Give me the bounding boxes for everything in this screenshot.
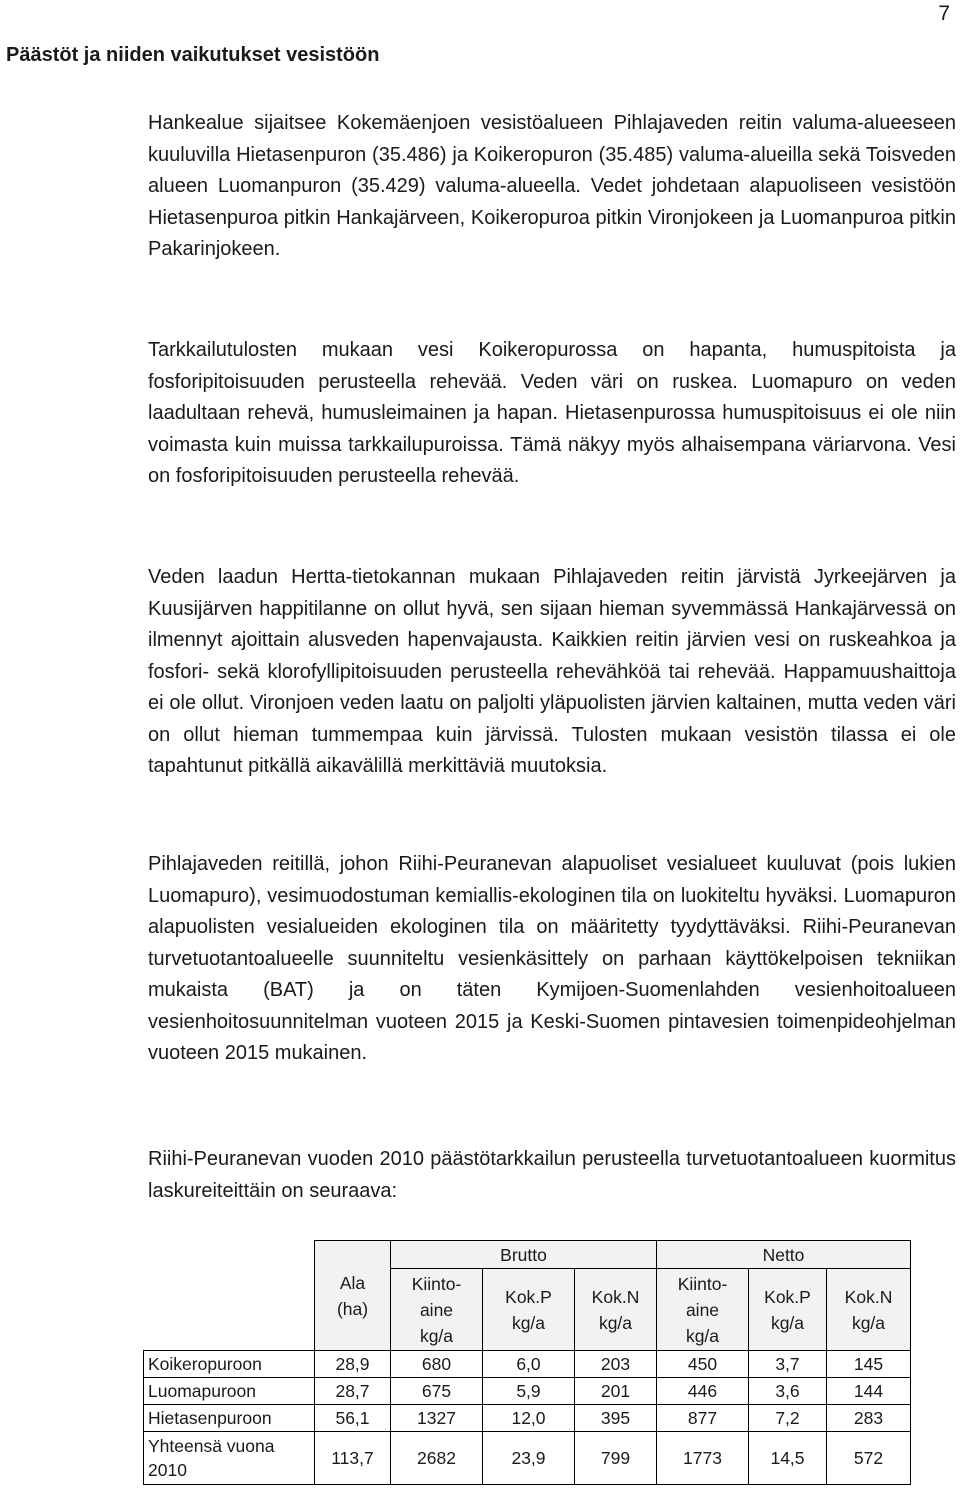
cell-netto-kokp: 14,5: [749, 1432, 827, 1485]
cell-brutto-kiintoaine: 1327: [391, 1405, 483, 1432]
cell-ala: 56,1: [315, 1405, 391, 1432]
cell-netto-kokn: 572: [827, 1432, 911, 1485]
header-brutto-kokp-label: Kok.P kg/a: [505, 1286, 552, 1333]
cell-netto-kiintoaine: 446: [657, 1378, 749, 1405]
header-ala-label: Ala (ha): [336, 1272, 369, 1319]
header-brutto-kiintoaine: [391, 1269, 483, 1351]
header-netto-kokp: [749, 1269, 827, 1351]
header-netto-kiintoaine-label: Kiinto-aine kg/a: [677, 1273, 728, 1346]
cell-netto-kokn: 145: [827, 1351, 911, 1378]
paragraph-catchment: Hankealue sijaitsee Kokemäenjoen vesistöalueen Pihlajaveden reitin valuma-alueeseen kuuluvilla Hietasenpuron (35.486) ja Koikeropuron (35.485) valuma-alueilla sekä Toisveden alueen Luomanpuron (35.429) valuma-alueella. Vedet johdetaan alapuoliseen vesistöön Hietasenpuroa pitkin Hankajärveen, Koikeropuroa pitkin Vironjokeen ja Luomanpuroa pitkin Pakarinjokeen.: [148, 112, 956, 260]
header-group-netto: Netto: [657, 1241, 911, 1269]
table-row: [144, 1405, 911, 1432]
section-heading: Päästöt ja niiden vaikutukset vesistöön: [6, 44, 380, 66]
cell-brutto-kokn: 395: [575, 1405, 657, 1432]
cell-brutto-kokn: 799: [575, 1432, 657, 1485]
header-group-brutto: Brutto: [391, 1241, 657, 1269]
cell-brutto-kokn: 201: [575, 1378, 657, 1405]
row-label-total: [144, 1432, 315, 1485]
cell-netto-kiintoaine: 450: [657, 1351, 749, 1378]
header-brutto-kokn: [575, 1269, 657, 1351]
paragraph-monitoring-results: Tarkkailutulosten mukaan vesi Koikeropurossa on hapanta, humuspitoista ja fosforipitoisuuden perusteella rehevää. Veden väri on ruskea. Luomapuro on veden laadultaan rehevä, humusleimainen ja hapan. Hietasenpurossa humuspitoisuus ei ole niin voimasta kuin muissa tarkkailupuroissa. Tämä näkyy myös alhaisempana väriarvona. Vesi on fosforipitoisuuden perusteella rehevää.: [148, 339, 956, 487]
table-corner-blank: [144, 1241, 315, 1351]
cell-brutto-kiintoaine: 680: [391, 1351, 483, 1378]
cell-ala: 28,9: [315, 1351, 391, 1378]
header-netto-kokn: [827, 1269, 911, 1351]
paragraph-table-intro: Riihi-Peuranevan vuoden 2010 päästötarkkailun perusteella turvetuotantoalueen kuormitus laskureiteittäin on seuraava:: [148, 1148, 956, 1202]
header-ala: [315, 1241, 391, 1351]
row-label: Luomapuroon: [144, 1378, 315, 1405]
header-netto-kiintoaine: [657, 1269, 749, 1351]
table-row: [144, 1351, 911, 1378]
cell-netto-kiintoaine: 1773: [657, 1432, 749, 1485]
header-netto-kokn-label: Kok.N kg/a: [844, 1286, 893, 1333]
cell-brutto-kiintoaine: 2682: [391, 1432, 483, 1485]
page-number: 7: [938, 2, 950, 25]
cell-brutto-kokn: 203: [575, 1351, 657, 1378]
cell-brutto-kokp: 12,0: [483, 1405, 575, 1432]
cell-brutto-kokp: 5,9: [483, 1378, 575, 1405]
cell-netto-kiintoaine: 877: [657, 1405, 749, 1432]
header-brutto-kiintoaine-label: Kiinto-aine kg/a: [411, 1273, 462, 1346]
emissions-table: [143, 1240, 911, 1485]
row-label-total-text: Yhteensä vuona 2010: [148, 1435, 275, 1480]
cell-netto-kokn: 283: [827, 1405, 911, 1432]
cell-brutto-kokp: 6,0: [483, 1351, 575, 1378]
header-netto-kokp-label: Kok.P kg/a: [764, 1286, 811, 1333]
cell-brutto-kiintoaine: 675: [391, 1378, 483, 1405]
cell-netto-kokp: 3,7: [749, 1351, 827, 1378]
paragraph-hertta-database: Veden laadun Hertta-tietokannan mukaan Pihlajaveden reitin järvistä Jyrkeejärven ja Kuusijärven happitilanne on ollut hyvä, sen sijaan hieman syvemmässä Hankajärvessä on ilmennyt ajoittain alusveden hapenvajausta. Kaikkien reitin järvien vesi on ruskeahkoa ja fosfori- sekä klorofyllipitoisuuden perusteella rehevähköä tai rehevää. Happamuushaittoja ei ole ollut. Vironjoen veden laatu on paljolti yläpuolisten järvien kaltainen, mutta veden väri on ollut hieman tummempaa kuin järvissä. Tulosten mukaan vesistön tilassa ei ole tapahtunut pitkällä aikavälillä merkittäviä muutoksia.: [148, 566, 956, 777]
header-brutto-kokp: [483, 1269, 575, 1351]
cell-ala: 28,7: [315, 1378, 391, 1405]
table-row: [144, 1378, 911, 1405]
cell-netto-kokp: 3,6: [749, 1378, 827, 1405]
cell-netto-kokn: 144: [827, 1378, 911, 1405]
row-label: Koikeropuroon: [144, 1351, 315, 1378]
cell-ala: 113,7: [315, 1432, 391, 1485]
row-label: Hietasenpuroon: [144, 1405, 315, 1432]
paragraph-water-status: Pihlajaveden reitillä, johon Riihi-Peuranevan alapuoliset vesialueet kuuluvat (pois lukien Luomapuro), vesimuodostuman kemiallis-ekologinen tila on luokiteltu hyväksi. Luomapuron alapuolisten vesialueiden ekologinen tila on määritetty tyydyttäväksi. Riihi-Peuranevan turvetuotantoalueelle suunniteltu vesienkäsittely on parhaan käyttökelpoisen tekniikan mukaista (BAT) ja on täten Kymijoen-Suomenlahden vesienhoitoalueen vesienhoitosuunnitelman vuoteen 2015 ja Keski-Suomen pintavesien toimenpideohjelman vuoteen 2015 mukainen.: [148, 853, 956, 1064]
cell-netto-kokp: 7,2: [749, 1405, 827, 1432]
cell-brutto-kokp: 23,9: [483, 1432, 575, 1485]
table-row-total: [144, 1432, 911, 1485]
emissions-table-container: [143, 1240, 911, 1485]
header-brutto-kokn-label: Kok.N kg/a: [591, 1286, 640, 1333]
